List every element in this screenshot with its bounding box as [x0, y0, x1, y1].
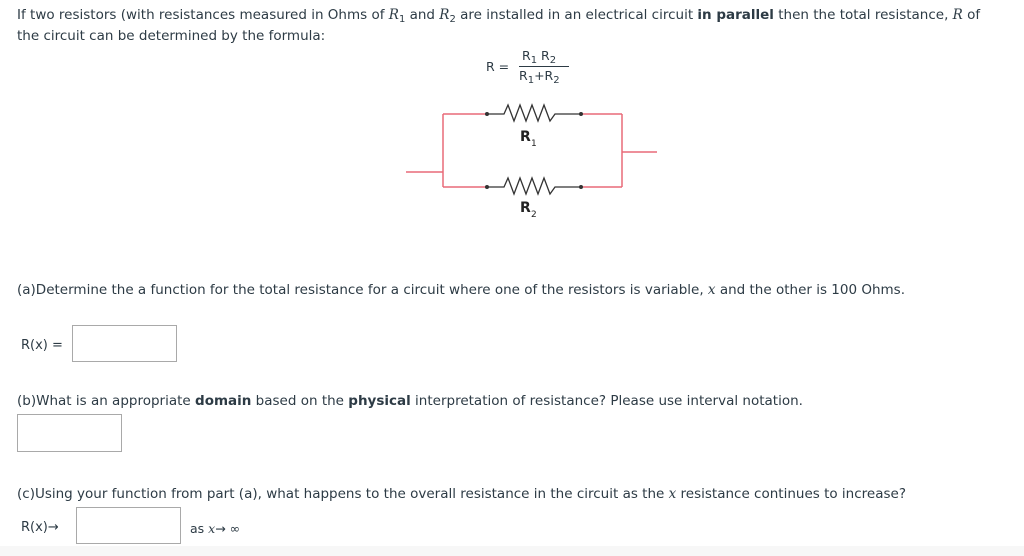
part-c-label: R(x)→: [21, 520, 59, 535]
part-b-answer-input[interactable]: [18, 415, 121, 451]
part-c-answer-box[interactable]: [76, 507, 181, 544]
part-b-question: (b)What is an appropriate domain based on the physical interpretation of resistance? Please use interval notation.: [17, 393, 803, 409]
intro-line-1: If two resistors (with resistances measured in Ohms of $R_1$ and $R_2$ are installed in an electrical circuit in parallel then the total resistance, R of: [17, 7, 981, 25]
resistor-r1-zigzag: [487, 105, 581, 121]
r2-label-sub: 2: [531, 210, 537, 220]
part-c-question: (c)Using your function from part (a), what happens to the overall resistance in the circuit as the x resistance continues to increase?: [17, 486, 906, 502]
r2-label: R: [520, 200, 531, 216]
part-a-label: R(x) =: [21, 338, 63, 353]
r1-label-sub: 1: [531, 139, 537, 149]
resistor-r2-zigzag: [487, 178, 581, 194]
formula-numerator: $R_1$ $R_2$: [522, 48, 557, 66]
terminal-dot: [485, 185, 489, 189]
part-c-answer-input[interactable]: [77, 508, 180, 543]
formula-denominator: $R_1+R_2$: [519, 68, 560, 86]
fraction-bar: [519, 66, 569, 67]
part-a-answer-input[interactable]: [73, 326, 176, 361]
page-bottom-band: [0, 546, 1024, 556]
intro-line-2: the circuit can be determined by the formula:: [17, 28, 326, 44]
formula-lhs: R =: [486, 59, 510, 74]
terminal-dot: [579, 112, 583, 116]
part-a-answer-box[interactable]: [72, 325, 177, 362]
parallel-circuit-diagram: [400, 95, 670, 230]
terminal-dot: [485, 112, 489, 116]
terminal-dot: [579, 185, 583, 189]
part-a-question: (a)Determine the a function for the total resistance for a circuit where one of the resistors is variable, x and the other is 100 Ohms.: [17, 282, 906, 298]
part-b-answer-box[interactable]: [17, 414, 122, 452]
part-c-as-infinity: as x→ ∞: [190, 521, 241, 536]
r1-label: R: [520, 129, 531, 145]
